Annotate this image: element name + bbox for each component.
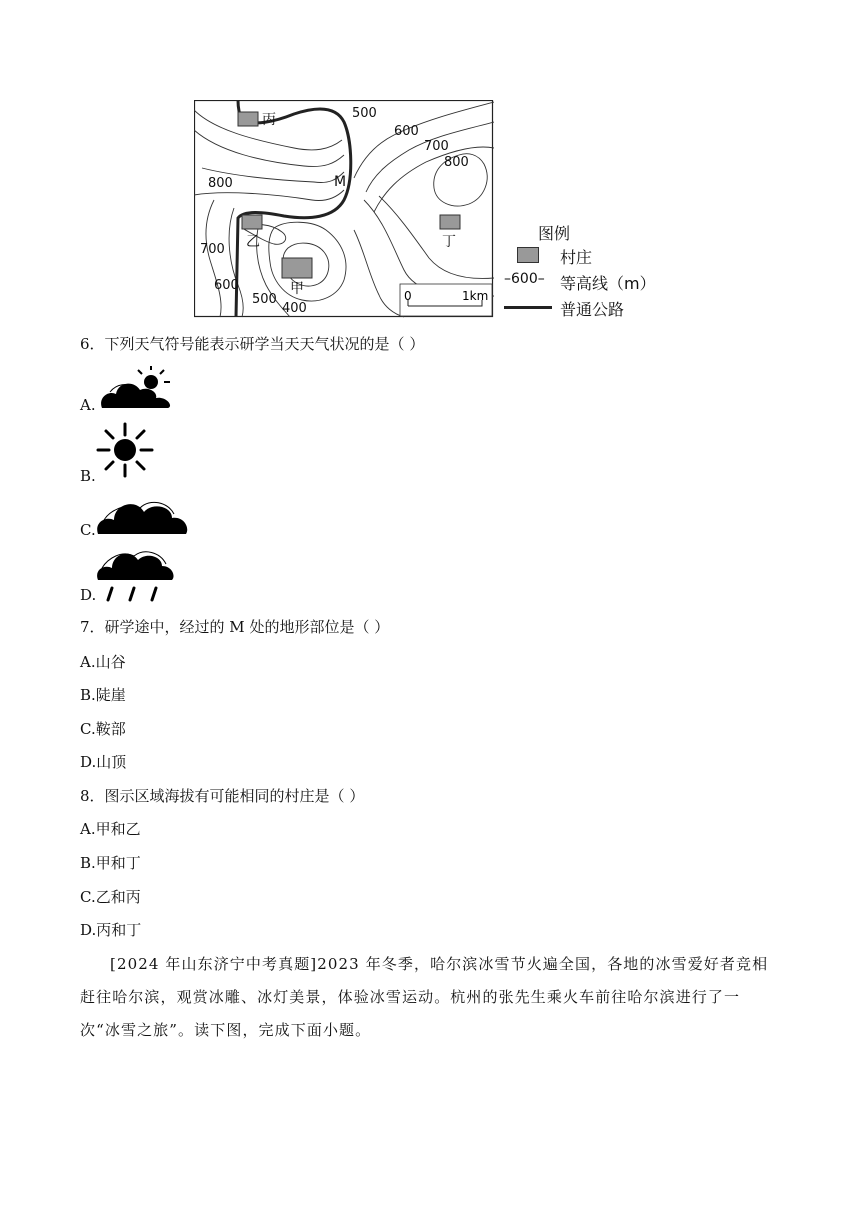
- village-jia-label: 甲: [290, 281, 304, 297]
- option-b-label: B.: [80, 467, 96, 485]
- overcast-icon: [94, 492, 190, 534]
- question-7-stem: 7．研学途中，经过的 M 处的地形部位是（ ）: [80, 618, 390, 636]
- contour-label: 600: [394, 124, 419, 139]
- question-7-option-d: D.山顶: [80, 753, 127, 771]
- question-6-stem: 6．下列天气符号能表示研学当天天气状况的是（ ）: [80, 335, 425, 353]
- village-jia-marker: [282, 258, 312, 278]
- scale-bar: [400, 284, 492, 316]
- village-bing-label: 丙: [262, 112, 276, 128]
- contour-label: 800: [208, 176, 233, 191]
- point-m-label: M: [334, 174, 347, 190]
- legend-village-swatch: [517, 247, 539, 263]
- legend-contour-value: 600: [511, 271, 538, 287]
- village-bing-marker: [238, 112, 258, 126]
- question-8-stem: 8．图示区域海拔有可能相同的村庄是（ ）: [80, 787, 365, 805]
- scale-zero: 0: [404, 289, 412, 303]
- village-ding-marker: [440, 215, 460, 229]
- passage-paragraph: [80, 948, 780, 1047]
- contour-label: 500: [252, 292, 277, 307]
- contour-label: 700: [200, 242, 225, 257]
- legend-contour-sample: –600–: [504, 271, 545, 287]
- legend-title: 图例: [538, 224, 571, 243]
- question-7-option-b: B.陡崖: [80, 686, 126, 704]
- contour-label: 800: [444, 155, 469, 170]
- option-d-label: D.: [80, 586, 97, 604]
- question-7-option-c: C.鞍部: [80, 720, 126, 738]
- passage-text: [2024 年山东济宁中考真题]2023 年冬季，哈尔滨冰雪节火遍全国，各地的冰雪爱好者竞相赶往哈尔滨，观赏冰雕、冰灯美景，体验冰雪运动。杭州的张先生乘火车前往哈尔滨进行了一次“冰雪之旅”。读下图，完成下面小题。: [80, 955, 769, 1039]
- option-c-label: C.: [80, 521, 96, 539]
- topographic-map: [194, 100, 494, 318]
- question-8-option-a: A.甲和乙: [80, 820, 141, 838]
- question-7-option-a: A.山谷: [80, 653, 126, 671]
- legend-village-text: 村庄: [560, 248, 593, 267]
- rain-icon: [94, 544, 176, 604]
- contour-label: 700: [424, 139, 449, 154]
- scale-unit: 1km: [462, 289, 489, 303]
- partly-cloudy-icon: [98, 366, 174, 410]
- legend-road-swatch: [504, 306, 552, 309]
- contour-label: 600: [214, 278, 239, 293]
- question-8-option-b: B.甲和丁: [80, 854, 141, 872]
- question-8-option-c: C.乙和丙: [80, 888, 141, 906]
- sunny-icon: [96, 422, 154, 478]
- legend-road-text: 普通公路: [560, 300, 625, 319]
- contour-label: 400: [282, 301, 307, 316]
- village-ding-label: 丁: [442, 234, 456, 250]
- legend-contour-text: 等高线（m）: [560, 274, 656, 293]
- question-8-option-d: D.丙和丁: [80, 921, 142, 939]
- village-yi-label: 乙: [246, 234, 260, 250]
- option-a-label: A.: [80, 396, 96, 414]
- contour-label: 500: [352, 106, 377, 121]
- village-yi-marker: [242, 215, 262, 229]
